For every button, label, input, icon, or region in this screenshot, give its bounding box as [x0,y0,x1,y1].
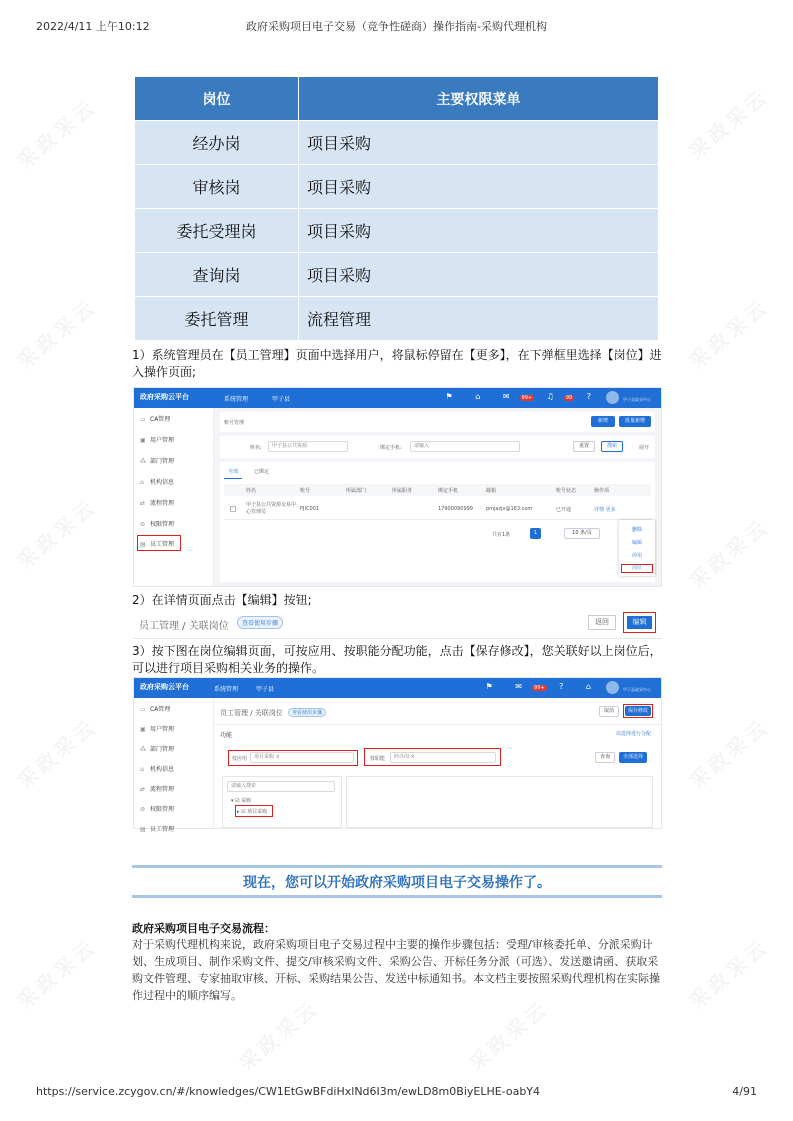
assign-link[interactable]: 以选择进行分配 [615,731,651,737]
cert-icon: ▭ [140,706,146,713]
query-button[interactable]: 查询 [595,752,615,763]
building-icon: ⌂ [140,766,144,773]
breadcrumb: 员工管理 / 关联岗位 [220,709,283,717]
role-cell: 经办岗 [135,121,299,165]
table-header-row [135,77,659,121]
watermark: 采政采云 [464,995,554,1076]
nav-region[interactable]: 甲子县 [272,396,291,403]
divider [132,865,662,868]
platform-logo: 政府采购云平台 [140,683,189,691]
col-account: 账号 [300,488,311,494]
sidebar [134,408,214,586]
phone-input[interactable]: 请输入 [410,441,520,452]
flow-icon: ⇄ [140,786,146,793]
sidebar-item-departments[interactable]: ⁂ 部门管理 [140,458,175,465]
lock-icon: ⊘ [140,806,146,813]
avatar[interactable] [606,391,619,404]
watermark: 采政采云 [234,995,324,1076]
row-phone: 17900090999 [438,506,473,512]
page-footer [36,1085,757,1101]
tree-node-project[interactable]: ▸ ☑ 项目采购 [237,809,268,815]
screenshot-position-edit [133,677,662,833]
more-dropdown-menu [619,520,655,576]
main-content [214,698,661,828]
watermark: 采政采云 [12,713,102,794]
menu-cell: 项目采购 [299,121,659,165]
app-label: 按应用 [232,756,248,762]
col-name: 姓名 [246,488,257,494]
user-org: 甲子县政采中心 [623,687,651,692]
screenshot-detail-header [133,609,662,639]
table-row [135,209,659,253]
select-all-button[interactable]: 全部选择 [619,752,647,763]
print-datetime: 2022/4/11 上午10:12 [36,20,150,33]
flow-title: 政府采购项目电子交易流程： [132,922,275,935]
row-ops[interactable]: 详情 更多 [594,507,616,513]
page-title: 账号管理 [224,420,245,426]
row-email: pmjazjx@163.com [486,506,533,512]
cancel-button[interactable]: 取消 [599,706,619,717]
edit-button[interactable]: 编辑 [627,616,652,629]
column-header-role: 岗位 [135,77,299,121]
menu-cell: 流程管理 [299,297,659,341]
table-row [224,498,651,520]
name-label: 姓名: [250,445,262,451]
sidebar-item-permissions[interactable]: ⊘ 权限管理 [140,521,175,528]
org-icon: ⁂ [140,746,146,753]
menu-item-delete[interactable]: 删除 [631,527,642,533]
menu-item-edit[interactable]: 编辑 [631,540,642,546]
row-name: 甲子县公共资源交易中心管理员 [246,502,297,515]
name-input[interactable]: 甲子县公共资源 [268,441,348,452]
save-changes-button[interactable]: 保存修改 [625,706,651,716]
sidebar-item-ca[interactable]: ▭ CA管理 [140,416,171,423]
top-bar [134,678,661,698]
new-button[interactable]: 新增 [591,416,615,427]
sidebar-item-users[interactable]: ▣ 用户管理 [140,437,175,444]
menu-item-disable[interactable]: 停用 [631,553,642,559]
role-label: 按职能 [370,756,386,762]
sidebar-item-workflow[interactable]: ⇄ 流程管理 [140,500,175,507]
badge-count: 99 [565,395,573,401]
detail-panel [346,776,653,828]
role-cell: 查询岗 [135,253,299,297]
step-3-text: 3）按下图在岗位编辑页面，可按应用、按职能分配功能，点击【保存修改】，您关联好以上岗位后，可以进行项目采购相关业务的操作。 [132,644,662,675]
role-cell: 委托管理 [135,297,299,341]
flow-text: 对于采购代理机构来说，政府采购项目电子交易过程中主要的操作步骤包括：受理/审核委托单、分派采购计划、生成项目、制作采购文件、提交/审核采购文件、采购公告、开标任务分派（可选）、发送邀请函、获取采购文件管理、专家抽取审核、开标、采购结果公告、发送中标通知书。本文档主要按照采购代理机构在实际操作过程中的顺序编写。 [132,938,660,1002]
page-1-button[interactable]: 1 [530,528,541,539]
watermark: 采政采云 [684,293,774,374]
watermark: 采政采云 [12,493,102,574]
flow-icon: ⇄ [140,500,146,507]
row-status: 已开通 [556,507,572,513]
page-number: 4/91 [732,1085,757,1098]
col-title: 所属职务 [392,488,413,494]
watermark: 采政采云 [12,293,102,374]
column-header-menu: 主要权限菜单 [299,77,659,121]
badge-count: 99+ [534,685,545,691]
sidebar-item-ca[interactable]: ▭ CA管理 [140,706,171,713]
toolbar-icons[interactable]: ⚑ ⌂ ✉ 99+ ♫ 99 ? [445,392,601,401]
sidebar-item-users[interactable]: ▣ 用户管理 [140,726,175,733]
step-1-text: 1）系统管理员在【员工管理】页面中选择用户，将鼠标停留在【更多】，在下弹框里选择【岗位】进入操作页面; [132,348,662,379]
row-account: PJIC001 [300,506,319,512]
role-select[interactable]: 经办岗 × [390,752,496,763]
app-select[interactable]: 项目采购 × [250,752,354,763]
col-phone: 绑定手机 [438,488,459,494]
help-steps-button[interactable]: 查看使用步骤 [237,616,283,629]
main-content [214,408,661,586]
sidebar-item-workflow[interactable]: ⇄ 流程管理 [140,786,175,793]
nav-system-management[interactable]: 系统管理 [214,686,239,693]
top-bar [134,388,661,408]
menu-item-position[interactable]: 岗位 [621,564,653,573]
watermark: 采政采云 [12,933,102,1014]
section-title: 功能 [220,732,233,739]
lock-icon: ⊘ [140,521,146,528]
sidebar-item-institution[interactable]: ⌂ 机构信息 [140,479,175,486]
building-icon: ⌂ [140,479,144,486]
row-checkbox[interactable] [230,506,236,512]
role-permission-table [134,76,659,341]
avatar[interactable] [606,681,619,694]
watermark: 采政采云 [684,83,774,164]
tree-panel [222,776,342,828]
phone-label: 绑定手机: [380,445,402,451]
user-icon: ▣ [140,437,146,444]
document-title: 政府采购项目电子交易（竞争性磋商）操作指南-采购代理机构 [246,20,547,33]
filter-panel [220,436,655,458]
nav-system-management[interactable]: 系统管理 [224,396,249,403]
role-cell: 委托受理岗 [135,209,299,253]
table-row [135,297,659,341]
divider [214,724,661,725]
divider [132,895,662,898]
role-cell: 审核岗 [135,165,299,209]
id-icon: ▤ [140,826,146,833]
sidebar [134,698,214,833]
sidebar-item-employees[interactable]: ▤ 员工管理 [140,541,175,548]
watermark: 采政采云 [684,713,774,794]
badge-count: 99+ [521,395,533,401]
menu-cell: 项目采购 [299,209,659,253]
col-status: 账号状态 [556,488,577,494]
col-ops: 操作项 [594,488,610,494]
screenshot-employee-management [133,387,662,587]
sidebar-item-institution[interactable]: ⌂ 机构信息 [140,766,175,773]
highlight-box [623,612,656,633]
watermark: 采政采云 [684,513,774,594]
title-panel [220,412,655,432]
id-icon: ▤ [140,541,146,548]
tab-bound[interactable]: 已绑定 [254,469,270,475]
back-button[interactable]: 返回 [588,615,616,630]
tree-node-root[interactable]: ▾ ☑ 采购 [231,798,252,804]
list-panel [220,462,655,582]
help-steps-button[interactable]: 查看使用步骤 [288,708,326,717]
toolbar-icons[interactable]: ⚑ ✉ 99+ ? ⌂ [485,682,601,691]
sidebar-item-employees[interactable]: ▤ 员工管理 [140,826,175,833]
tab-all[interactable]: 全部 [228,469,239,475]
tree-search-input[interactable]: 请输入搜索 [227,781,335,792]
tab-underline [224,478,242,479]
col-email: 邮箱 [486,488,497,494]
search-button[interactable]: 搜索 [601,441,623,452]
final-banner: 现在，您可以开始政府采购项目电子交易操作了。 [243,875,551,891]
nav-region[interactable]: 甲子县 [256,686,275,693]
table-row [135,165,659,209]
sidebar-item-departments[interactable]: ⁂ 部门管理 [140,746,175,753]
page-size-select[interactable]: 10 条/页 [564,528,600,539]
menu-cell: 项目采购 [299,165,659,209]
cert-icon: ▭ [140,416,146,423]
source-url[interactable]: https://service.zcygov.cn/#/knowledges/CW1EtGwBFdiHxlNd6I3m/ewLD8m0BiyELHE-oabY4 [36,1085,541,1098]
reset-button[interactable]: 重置 [573,441,595,452]
table-row [135,121,659,165]
step-2-text: 2）在详情页面点击【编辑】按钮; [132,593,312,607]
breadcrumb: 员工管理 / 关联岗位 [139,621,229,632]
watermark: 采政采云 [684,933,774,1014]
platform-logo: 政府采购云平台 [140,393,189,401]
col-dept: 所属部门 [346,488,367,494]
watermark: 采政采云 [12,93,102,174]
user-org: 甲子县政采中心 [623,397,651,402]
expand-toggle[interactable]: 展开 [638,445,649,451]
org-icon: ⁂ [140,458,146,465]
table-row [135,253,659,297]
page-header [36,18,757,34]
sidebar-item-permissions[interactable]: ⊘ 权限管理 [140,806,175,813]
pager-total: 共有1条 [492,532,511,538]
user-icon: ▣ [140,726,146,733]
batch-new-button[interactable]: 批量新增 [619,416,651,427]
menu-cell: 项目采购 [299,253,659,297]
table-header [224,484,651,496]
